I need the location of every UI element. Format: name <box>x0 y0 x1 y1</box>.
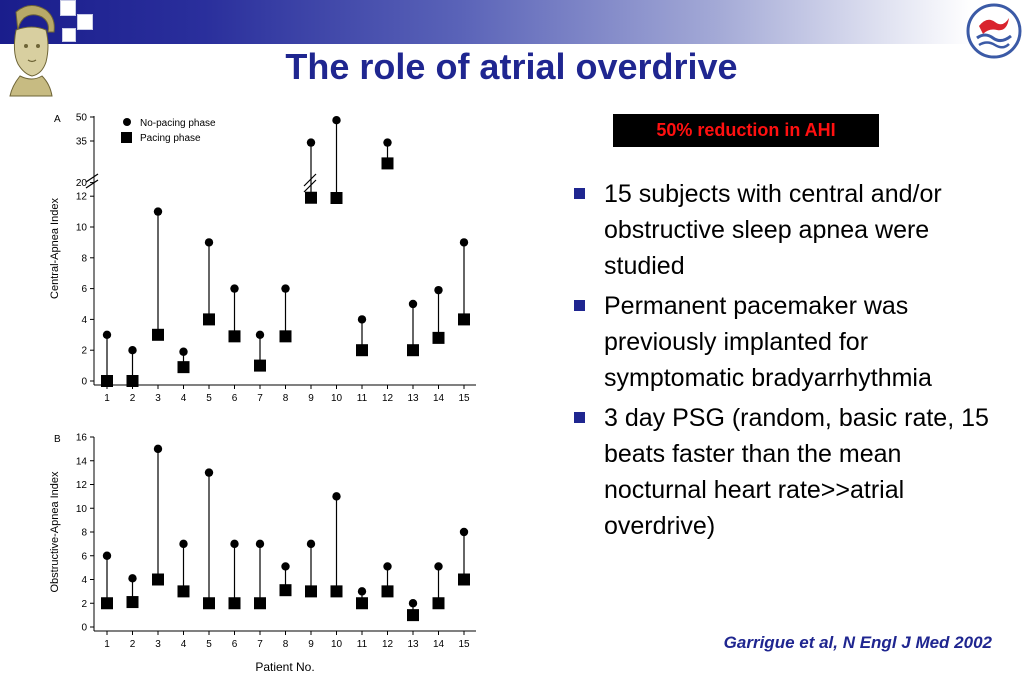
y-tick-label: 8 <box>81 253 87 265</box>
legend-label: Pacing phase <box>140 133 201 144</box>
panel-letter: B <box>54 434 61 445</box>
no-pacing-point <box>154 207 162 215</box>
y-tick-label: 10 <box>75 503 87 515</box>
no-pacing-point <box>230 540 238 548</box>
no-pacing-point <box>128 574 136 582</box>
y-tick-label: 2 <box>81 598 87 610</box>
pacing-point <box>458 313 470 325</box>
no-pacing-point <box>205 238 213 246</box>
no-pacing-point <box>281 562 289 570</box>
x-tick-label: 12 <box>381 639 394 650</box>
axis-break-mark <box>86 174 98 188</box>
no-pacing-point <box>358 315 366 323</box>
x-tick-label: 4 <box>180 639 187 650</box>
y-tick-label: 50 <box>75 112 87 124</box>
y-tick-label: 6 <box>81 284 87 296</box>
pacing-point <box>101 375 113 387</box>
square-bullet-icon <box>574 188 585 199</box>
x-tick-label: 15 <box>458 393 470 404</box>
bullet-list <box>572 176 992 548</box>
pacing-point <box>407 609 419 621</box>
x-tick-label: 15 <box>458 639 470 650</box>
x-tick-label: 2 <box>129 639 136 650</box>
no-pacing-point <box>281 284 289 292</box>
square-bullet-icon <box>574 412 585 423</box>
no-pacing-point <box>434 562 442 570</box>
pacing-point <box>305 192 317 204</box>
x-tick-label: 7 <box>257 639 263 650</box>
no-pacing-point <box>358 587 366 595</box>
x-tick-label: 9 <box>308 639 314 650</box>
pacing-point <box>433 597 445 609</box>
axis-break-mark <box>304 174 316 192</box>
pacing-point <box>407 344 419 356</box>
pacing-point <box>254 597 266 609</box>
x-tick-label: 7 <box>257 393 263 404</box>
pacing-point <box>127 375 139 387</box>
bullet-text: 15 subjects with central and/or obstructive sleep apnea were studied <box>604 180 942 280</box>
bullet-text: 3 day PSG (random, basic rate, 15 beats faster than the mean nocturnal heart rate>>atrial overdrive) <box>604 404 989 540</box>
y-tick-label: 12 <box>75 480 87 491</box>
x-tick-label: 14 <box>432 393 445 404</box>
y-tick-label: 8 <box>81 527 87 539</box>
legend-square-marker <box>121 132 132 143</box>
x-tick-label: 8 <box>282 639 289 650</box>
x-tick-label: 3 <box>155 639 161 650</box>
y-tick-label: 4 <box>81 314 87 326</box>
x-tick-label: 9 <box>308 393 314 404</box>
no-pacing-point <box>460 528 468 536</box>
y-tick-label: 0 <box>81 376 87 388</box>
no-pacing-point <box>434 286 442 294</box>
pacing-point <box>382 157 394 169</box>
pacing-point <box>254 360 266 372</box>
bullet-text: Permanent pacemaker was previously implanted for symptomatic bradyarrhythmia <box>604 292 932 392</box>
x-tick-label: 1 <box>104 639 110 650</box>
pacing-point <box>127 596 139 608</box>
x-tick-label: 11 <box>356 393 368 404</box>
legend-label: No-pacing phase <box>140 118 216 129</box>
no-pacing-point <box>332 492 340 500</box>
bullet-item <box>572 288 992 396</box>
no-pacing-point <box>256 540 264 548</box>
no-pacing-point <box>256 331 264 339</box>
no-pacing-point <box>179 540 187 548</box>
y-axis-label: Obstructive-Apnea Index <box>49 471 61 593</box>
x-tick-label: 5 <box>206 393 212 404</box>
no-pacing-point <box>409 300 417 308</box>
x-tick-label: 4 <box>180 393 187 404</box>
no-pacing-point <box>103 552 111 560</box>
pacing-point <box>229 597 241 609</box>
pacing-point <box>433 332 445 344</box>
pacing-point <box>229 330 241 342</box>
x-axis-label: Patient No. <box>255 660 315 674</box>
x-tick-label: 2 <box>129 393 136 404</box>
x-tick-label: 12 <box>381 393 394 404</box>
apnea-index-charts <box>0 100 490 680</box>
no-pacing-point <box>307 540 315 548</box>
x-tick-label: 6 <box>231 393 238 404</box>
pacing-point <box>280 330 292 342</box>
y-tick-label: 35 <box>75 136 87 148</box>
pacing-point <box>458 574 470 586</box>
x-tick-label: 6 <box>231 639 238 650</box>
x-tick-label: 10 <box>330 393 343 404</box>
pacing-point <box>331 192 343 204</box>
header-gradient-bar <box>0 0 1023 44</box>
no-pacing-point <box>128 346 136 354</box>
header-square-decoration <box>60 0 76 16</box>
y-axis-label: Central-Apnea Index <box>49 198 61 299</box>
x-tick-label: 1 <box>104 393 110 404</box>
no-pacing-point <box>332 116 340 124</box>
no-pacing-point <box>383 138 391 146</box>
panel-letter: A <box>54 114 61 125</box>
bullet-item <box>572 176 992 284</box>
pacing-point <box>305 585 317 597</box>
header-square-decoration <box>62 28 76 42</box>
no-pacing-point <box>383 562 391 570</box>
y-tick-label: 10 <box>75 222 87 234</box>
slide-title: The role of atrial overdrive <box>285 46 738 87</box>
no-pacing-point <box>179 348 187 356</box>
y-tick-label: 16 <box>75 432 87 444</box>
pacing-point <box>178 361 190 373</box>
pacing-point <box>356 344 368 356</box>
y-tick-label: 4 <box>81 575 87 586</box>
x-tick-label: 8 <box>282 393 289 404</box>
no-pacing-point <box>230 284 238 292</box>
no-pacing-point <box>409 599 417 607</box>
no-pacing-point <box>307 138 315 146</box>
pacing-point <box>101 597 113 609</box>
y-tick-label: 6 <box>81 551 87 563</box>
y-tick-label: 14 <box>75 456 87 468</box>
header-square-decoration <box>77 14 93 30</box>
y-tick-label: 12 <box>75 191 87 203</box>
x-tick-label: 14 <box>432 639 445 650</box>
pacing-point <box>331 585 343 597</box>
pacing-point <box>382 585 394 597</box>
x-tick-label: 13 <box>407 393 419 404</box>
ahi-reduction-badge: 50% reduction in AHI <box>613 114 879 147</box>
pacing-point <box>356 597 368 609</box>
x-tick-label: 13 <box>407 639 419 650</box>
y-tick-label: 20 <box>75 178 87 190</box>
pacing-point <box>203 597 215 609</box>
legend-circle-marker <box>123 118 131 126</box>
pacing-point <box>178 585 190 597</box>
citation: Garrigue et al, N Engl J Med 2002 <box>723 633 992 652</box>
x-tick-label: 10 <box>330 639 343 650</box>
x-tick-label: 11 <box>356 639 368 650</box>
no-pacing-point <box>205 468 213 476</box>
x-tick-label: 5 <box>206 639 212 650</box>
pacing-point <box>152 329 164 341</box>
pacing-point <box>203 313 215 325</box>
pacing-point <box>280 584 292 596</box>
no-pacing-point <box>460 238 468 246</box>
bullet-item <box>572 400 992 544</box>
square-bullet-icon <box>574 300 585 311</box>
y-tick-label: 0 <box>81 622 87 634</box>
pacing-point <box>152 574 164 586</box>
no-pacing-point <box>103 331 111 339</box>
x-tick-label: 3 <box>155 393 161 404</box>
y-tick-label: 2 <box>81 345 87 357</box>
no-pacing-point <box>154 445 162 453</box>
